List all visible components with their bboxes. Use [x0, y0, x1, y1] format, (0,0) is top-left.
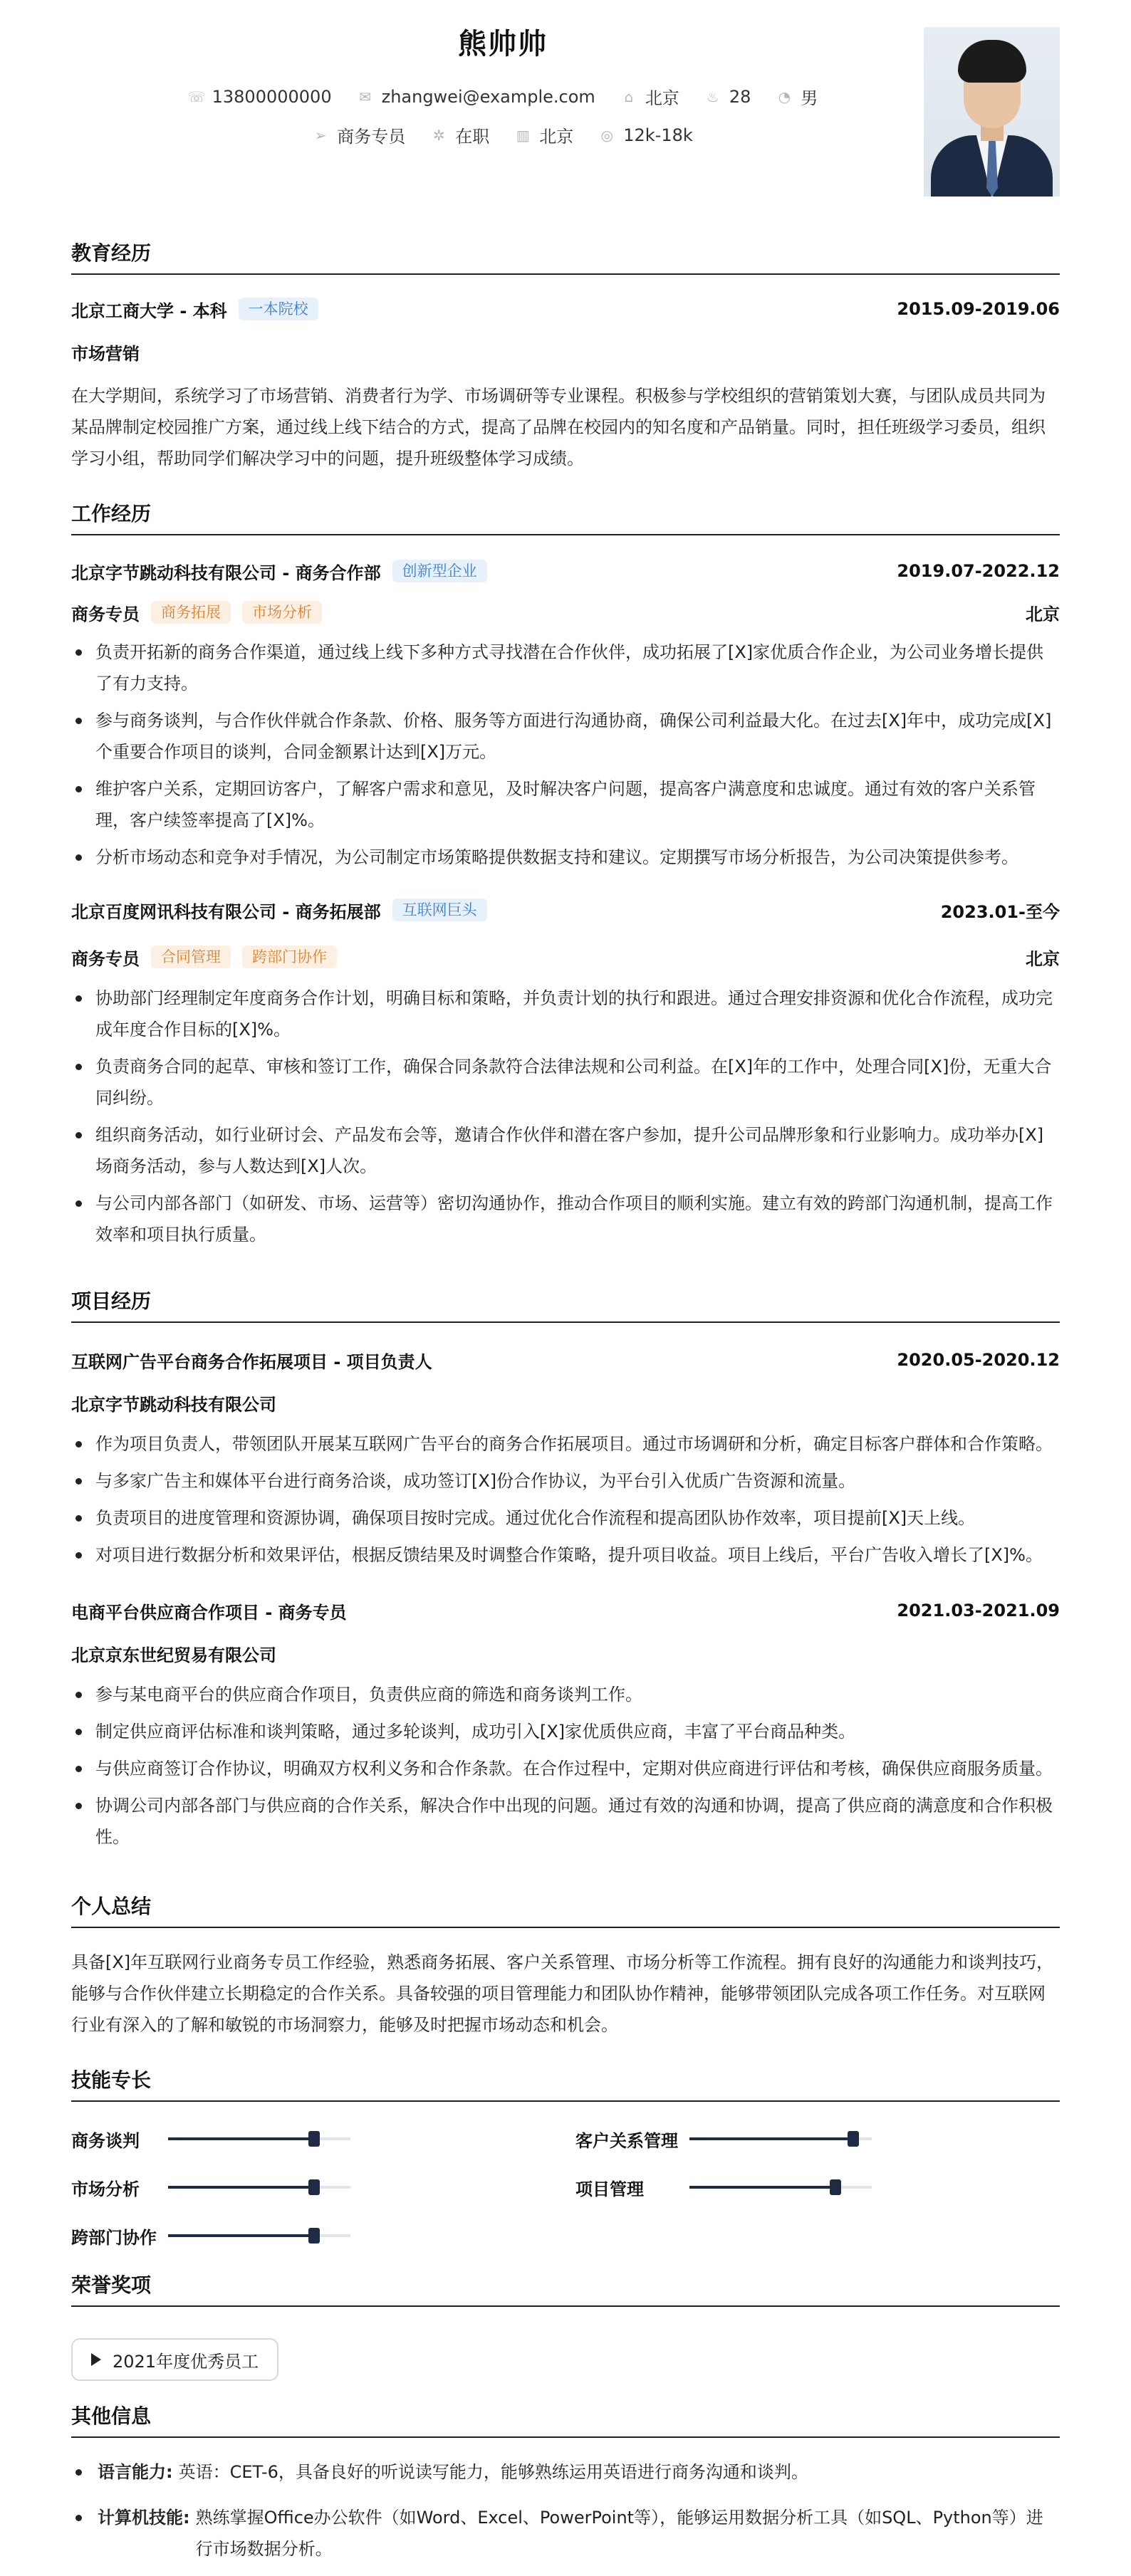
- mail-icon: ✉: [359, 88, 371, 105]
- age-text: 28: [729, 86, 751, 107]
- skill-item: [575, 2174, 872, 2200]
- contact-phone: [188, 87, 332, 107]
- intent-position: [313, 122, 405, 147]
- award-item[interactable]: [71, 2338, 278, 2381]
- list-item: 协助部门经理制定年度商务合作计划，明确目标和策略，并负责计划的执行和跟进。通过合理安排资源和优化合作流程，成功完成年度合作目标的[X]%。: [71, 983, 1060, 1045]
- list-item: 维护客户关系，定期回访客户，了解客户需求和意见，及时解决客户问题，提高客户满意度和忠诚度。通过有效的客户关系管理，客户续签率提高了[X]%。: [71, 773, 1060, 836]
- cake-icon: ♨: [706, 88, 719, 105]
- home-icon: ⌂: [624, 88, 634, 105]
- section-title-projects: 项目经历: [71, 1289, 1060, 1323]
- other-value: 熟练掌握Office办公软件（如Word、Excel、PowerPoint等），能够运用数据分析工具（如SQL、Python等）进行市场数据分析。: [195, 2508, 1043, 2559]
- work-date: 2023.01-至今: [940, 901, 1060, 922]
- summary-text: 具备[X]年互联网行业商务专员工作经验，熟悉商务拓展、客户关系管理、市场分析等工作流程。拥有良好的沟通能力和谈判技巧，能够与合作伙伴建立长期稳定的合作关系。具备较强的项目管理能力和团队协作精神，能够带领团队完成各项工作任务。对互联网行业有深入的了解和敏锐的市场洞察力，能够及时把握市场动态和机会。: [71, 1952, 1054, 2035]
- skill-name: 商务谈判: [71, 2130, 140, 2151]
- contact-row: [71, 84, 934, 109]
- other-key: 计算机技能:: [98, 2508, 190, 2528]
- list-item: 负责项目的进度管理和资源协调，确保项目按时完成。通过优化合作流程和提高团队协作效率，项目提前[X]天上线。: [71, 1502, 1060, 1534]
- list-item: 组织商务活动，如行业研讨会、产品发布会等，邀请合作伙伴和潜在客户参加，提升公司品牌形象和行业影响力。成功举办[X]场商务活动，参与人数达到[X]人次。: [71, 1119, 1060, 1182]
- resume-header: [71, 0, 1060, 214]
- skill-name: 市场分析: [71, 2179, 140, 2199]
- education-desc: 在大学期间，系统学习了市场营销、消费者行为学、市场调研等专业课程。积极参与学校组织的营销策划大赛，与团队成员共同为某品牌制定校园推广方案，通过线上线下结合的方式，提高了品牌在校园内的知名度和产品销量。同时，担任班级学习委员，组织学习小组，帮助同学们解决学习中的问题，提升班级整体学习成绩。: [71, 386, 1046, 468]
- skill-tag: 合同管理: [151, 946, 231, 968]
- role-text: 商务专员: [71, 604, 140, 624]
- skill-tag: 商务拓展: [151, 601, 231, 624]
- company-tag: 创新型企业: [392, 560, 487, 582]
- contact-email: [358, 87, 595, 107]
- section-title-summary: 个人总结: [71, 1894, 1060, 1928]
- candidate-name: 熊帅帅: [458, 28, 548, 61]
- work-bullets: [71, 637, 1060, 879]
- intent-row: [71, 122, 934, 147]
- list-item: 负责商务合同的起草、审核和签订工作，确保合同条款符合法律法规和公司利益。在[X]年的工作中，处理合同[X]份，无重大合同纠纷。: [71, 1051, 1060, 1114]
- list-item: 与公司内部各部门（如研发、市场、运营等）密切沟通协作，推动合作项目的顺利实施。建立有效的跨部门沟通机制，提高工作效率和项目执行质量。: [71, 1188, 1060, 1250]
- work-item-head: [71, 558, 1060, 584]
- list-item: 参与某电商平台的供应商合作项目，负责供应商的筛选和商务谈判工作。: [71, 1679, 1060, 1710]
- intent-city: [515, 122, 573, 147]
- gender-icon: ◔: [778, 88, 791, 105]
- project-date: 2020.05-2020.12: [897, 1350, 1060, 1370]
- education-head: [71, 296, 1060, 322]
- skill-knob: [830, 2179, 841, 2195]
- status-text: 在职: [455, 127, 490, 147]
- salary-text: 12k-18k: [623, 125, 693, 145]
- list-item: 作为项目负责人，带领团队开展某互联网广告平台的商务合作拓展项目。通过市场调研和分析，确定目标客户群体和合作策略。: [71, 1428, 1060, 1460]
- intent-status: [431, 122, 489, 147]
- school-name: 北京工商大学 - 本科: [71, 300, 227, 321]
- award-text: 2021年度优秀员工: [113, 2351, 259, 2372]
- skill-bar: [168, 2137, 350, 2140]
- skill-tag: 跨部门协作: [242, 946, 337, 968]
- skill-name: 项目管理: [575, 2179, 644, 2199]
- contact-location: [621, 84, 679, 109]
- skill-name: 跨部门协作: [71, 2227, 157, 2248]
- role-text: 商务专员: [71, 948, 140, 969]
- work-bullets: [71, 983, 1060, 1256]
- list-item: 参与商务谈判，与合作伙伴就合作条款、价格、服务等方面进行沟通协商，确保公司利益最大化。在过去[X]年中，成功完成[X]个重要合作项目的谈判，合同金额累计达到[X]万元。: [71, 705, 1060, 768]
- list-item: 协调公司内部各部门与供应商的合作关系，解决合作中出现的问题。通过有效的沟通和协调，提高了供应商的满意度和合作积极性。: [71, 1790, 1060, 1853]
- project-bullets: [71, 1428, 1060, 1576]
- section-title-education: 教育经历: [71, 241, 1060, 275]
- other-item: [71, 2502, 1060, 2565]
- skill-tag: 市场分析: [242, 601, 322, 624]
- section-title-other: 其他信息: [71, 2404, 1060, 2438]
- building-icon: ▥: [516, 126, 530, 144]
- work-city: 北京: [1026, 948, 1060, 969]
- project-name: 互联网广告平台商务合作拓展项目 - 项目负责人: [71, 1351, 432, 1372]
- skill-bar: [689, 2186, 872, 2189]
- skill-item: [575, 2126, 872, 2152]
- section-title-work: 工作经历: [71, 501, 1060, 535]
- skill-bar: [689, 2137, 872, 2140]
- play-icon: [91, 2353, 101, 2366]
- list-item: 对项目进行数据分析和效果评估，根据反馈结果及时调整合作策略，提升项目收益。项目上线后，平台广告收入增长了[X]%。: [71, 1539, 1060, 1571]
- project-org-text: 北京字节跳动科技有限公司: [71, 1394, 276, 1415]
- section-title-awards: 荣誉奖项: [71, 2273, 1060, 2307]
- list-item: 与多家广告主和媒体平台进行商务洽谈，成功签订[X]份合作协议，为平台引入优质广告资源和流量。: [71, 1465, 1060, 1497]
- project-org-text: 北京京东世纪贸易有限公司: [71, 1645, 276, 1665]
- education-date: 2015.09-2019.06: [897, 299, 1060, 319]
- list-item: 与供应商签订合作协议，明确双方权利义务和合作条款。在合作过程中，定期对供应商进行评估和考核，确保供应商服务质量。: [71, 1753, 1060, 1784]
- other-value: 英语：CET-6，具备良好的听说读写能力，能够熟练运用英语进行商务沟通和谈判。: [178, 2462, 808, 2482]
- work-city: 北京: [1026, 604, 1060, 624]
- other-item: [71, 2456, 1060, 2488]
- skill-knob: [308, 2179, 320, 2195]
- work-item-head: [71, 897, 1060, 923]
- skill-knob: [308, 2228, 320, 2243]
- position-text: 商务专员: [337, 127, 406, 147]
- list-item: 分析市场动态和竞争对手情况，为公司制定市场策略提供数据支持和建议。定期撰写市场分析报告，为公司决策提供参考。: [71, 842, 1060, 873]
- project-date: 2021.03-2021.09: [897, 1601, 1060, 1621]
- school-tag: 一本院校: [239, 298, 318, 320]
- email-text: zhangwei@example.com: [381, 86, 595, 107]
- education-major: [71, 339, 1060, 365]
- project-org: [71, 1640, 1060, 1666]
- work-date: 2019.07-2022.12: [897, 561, 1060, 581]
- project-head: [71, 1598, 1060, 1623]
- contact-age: [705, 87, 751, 107]
- list-item: 负责开拓新的商务合作渠道，通过线上线下多种方式寻找潜在合作伙伴，成功拓展了[X]家优质合作企业，为公司业务增长提供了有力支持。: [71, 637, 1060, 699]
- major-text: 市场营销: [71, 343, 140, 364]
- city-text: 北京: [539, 127, 574, 147]
- company-tag: 互联网巨头: [392, 899, 487, 921]
- other-key: 语言能力:: [98, 2462, 173, 2482]
- phone-text: 13800000000: [212, 86, 332, 107]
- location-text: 北京: [645, 88, 679, 108]
- project-org: [71, 1390, 1060, 1415]
- skill-knob: [308, 2131, 320, 2147]
- skill-item: [71, 2126, 350, 2152]
- work-role-row: [71, 944, 1060, 970]
- avatar-photo: [924, 27, 1060, 197]
- company-name: 北京百度网讯科技有限公司 - 商务拓展部: [71, 901, 381, 922]
- skill-bar: [168, 2234, 350, 2237]
- list-item: 制定供应商评估标准和谈判策略，通过多轮谈判，成功引入[X]家优质供应商，丰富了平台商品种类。: [71, 1716, 1060, 1747]
- project-bullets: [71, 1679, 1060, 1858]
- company-name: 北京字节跳动科技有限公司 - 商务合作部: [71, 562, 381, 583]
- status-icon: ✲: [432, 126, 445, 144]
- work-role-row: [71, 600, 1060, 625]
- gender-text: 男: [801, 88, 818, 108]
- skill-knob: [848, 2131, 859, 2147]
- skill-bar: [168, 2186, 350, 2189]
- section-title-skills: 技能专长: [71, 2068, 1060, 2102]
- contact-gender: [776, 84, 818, 109]
- resume-page: [71, 0, 1060, 2576]
- phone-icon: ☏: [187, 88, 206, 105]
- intent-salary: [599, 125, 693, 145]
- skill-item: [71, 2223, 350, 2248]
- send-icon: ➢: [314, 126, 327, 144]
- skill-item: [71, 2174, 350, 2200]
- project-name: 电商平台供应商合作项目 - 商务专员: [71, 1602, 347, 1623]
- project-head: [71, 1347, 1060, 1373]
- salary-icon: ◎: [600, 126, 613, 144]
- skill-name: 客户关系管理: [575, 2130, 678, 2151]
